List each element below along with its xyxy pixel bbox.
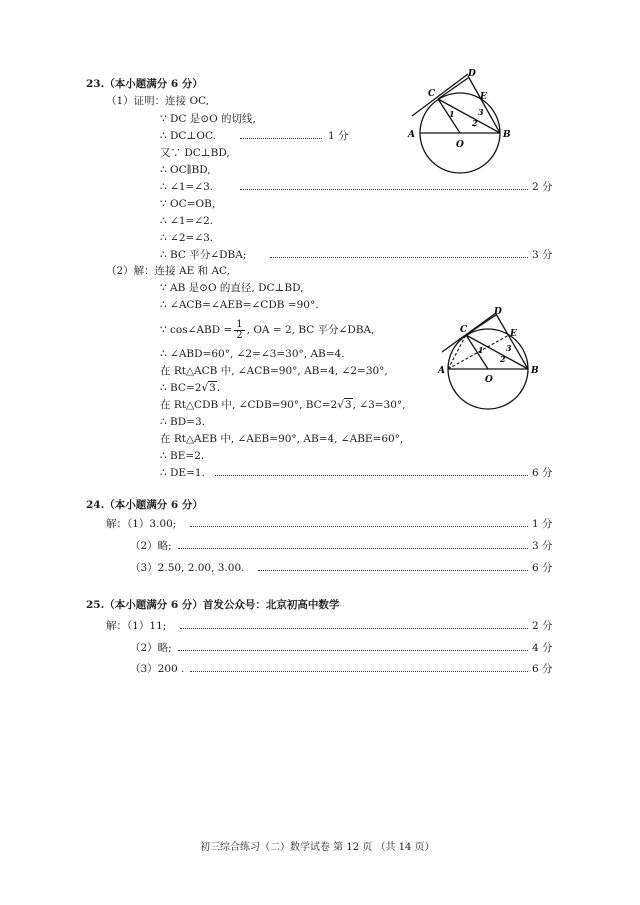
figure-label: C xyxy=(428,89,436,99)
figure-label: 1 xyxy=(449,109,455,119)
q24-heading: 24.（本小题满分 6 分） xyxy=(86,499,203,511)
q23-p1-line: 又∵ DC⊥BD, xyxy=(160,147,230,159)
bc-value-end: . xyxy=(216,382,221,394)
score-label: 1 分 xyxy=(532,518,553,530)
figure-label: B xyxy=(531,366,539,376)
leader-dots xyxy=(190,671,528,672)
radicand: 3 xyxy=(344,399,352,411)
figure-label: E xyxy=(510,329,517,339)
figure-label: O xyxy=(456,140,464,150)
geometry-figure-1 xyxy=(402,66,542,181)
score-label: 4 分 xyxy=(532,642,553,654)
q23-p1-line: ∵ DC 是⊙O 的切线, xyxy=(160,113,256,125)
bc-value-text: ∴ BC=2 xyxy=(160,382,202,394)
score-label: 2 分 xyxy=(532,181,553,193)
tangent-line xyxy=(412,74,468,116)
figure-label: B xyxy=(503,130,511,140)
q23-p2-line xyxy=(160,398,406,412)
leader-dots xyxy=(190,526,528,527)
segment-oc xyxy=(466,335,488,369)
q23-p1-line: （1）证明：连接 OC, xyxy=(106,95,210,107)
q23-p1-line: ∴ ∠1=∠3. xyxy=(160,181,214,193)
figure-label: 3 xyxy=(506,343,512,353)
leader-dots xyxy=(270,257,528,258)
cos-condition-rest: , OA = 2, BC 平分∠DBA, xyxy=(246,324,375,336)
score-label: 3 分 xyxy=(532,540,553,552)
q23-p2-line: ∴ BD=3. xyxy=(160,416,205,428)
leader-dots xyxy=(240,189,528,190)
figure-label: E xyxy=(480,92,487,102)
figure-label: O xyxy=(485,375,493,385)
figure-label: 2 xyxy=(472,118,478,128)
q25-heading: 25.（本小题满分 6 分）首发公众号：北京初高中数学 xyxy=(86,599,340,611)
leader-dots xyxy=(258,570,528,571)
sqrt-expression: √ 3 xyxy=(201,382,216,394)
q25-answer-row: （2）略; xyxy=(130,642,172,654)
q23-p1-line: ∴ BC 平分∠DBA; xyxy=(160,249,247,261)
q24-answer-row: （2）略; xyxy=(130,540,172,552)
leader-dots xyxy=(178,548,528,549)
q25-answer-row: 解：（1）11; xyxy=(106,620,167,632)
page-footer: 初三综合练习（二）数学试卷 第 12 页 （共 14 页） xyxy=(200,842,435,853)
score-label: 1 分 xyxy=(328,130,349,142)
q23-p1-line: ∴ OC∥BD, xyxy=(160,164,211,176)
fraction-one-half xyxy=(234,320,244,341)
q23-p2-line: 在 Rt△ACB 中, ∠ACB=90°, AB=4, ∠2=30°, xyxy=(160,365,388,377)
score-label: 6 分 xyxy=(532,562,553,574)
score-label: 2 分 xyxy=(532,620,553,632)
figure-label: A xyxy=(408,130,415,140)
q23-p1-line: ∴ ∠2=∠3. xyxy=(160,232,214,244)
figure-label: 2 xyxy=(500,354,506,364)
radicand: 3 xyxy=(209,382,216,394)
cos-condition: ∵ cos∠ABD = xyxy=(160,324,233,336)
q23-p2-line: ∴ ∠ACB=∠AEB=∠CDB =90°. xyxy=(160,299,319,311)
q23-p1-line: ∴ ∠1=∠2. xyxy=(160,215,214,227)
segment-cd xyxy=(466,315,496,335)
figure-label: 1 xyxy=(478,345,484,355)
fraction-numerator: 1 xyxy=(236,318,243,330)
q23-p2-line: 在 Rt△AEB 中, ∠AEB=90°, AB=4, ∠ABE=60°, xyxy=(160,433,404,445)
leader-dots xyxy=(178,650,528,651)
q24-answer-row: 解：（1）3.00; xyxy=(106,518,177,530)
rt-cdb-text: 在 Rt△CDB 中, ∠CDB=90°, BC=2 xyxy=(160,399,338,411)
figure-label: A xyxy=(438,366,445,376)
q23-p2-line: ∵ AB 是⊙O 的直径, DC⊥BD, xyxy=(160,282,304,294)
q23-heading: 23.（本小题满分 6 分） xyxy=(86,78,203,90)
q23-p1-line: ∵ OC=OB, xyxy=(160,198,216,210)
q23-p2-line: ∴ DE=1. xyxy=(160,467,205,479)
q25-answer-row: （3）200 . xyxy=(130,663,185,675)
score-label: 6 分 xyxy=(532,663,553,675)
q23-p2-line: ∴ ∠ABD=60°, ∠2=∠3=30°, AB=4. xyxy=(160,348,345,360)
leader-dots xyxy=(180,628,528,629)
q24-answer-row: （3）2.50, 2.00, 3.00. xyxy=(130,562,245,574)
figure-label: D xyxy=(494,307,502,317)
geometry-figure-2 xyxy=(430,305,570,420)
rt-cdb-end: , ∠3=30°, xyxy=(352,399,406,411)
score-label: 3 分 xyxy=(532,249,553,261)
q23-p1-line: ∴ DC⊥OC. xyxy=(160,130,216,142)
figure-label: C xyxy=(460,325,468,335)
q23-p2-line-fraction xyxy=(160,318,374,342)
figure-label: D xyxy=(468,69,476,79)
leader-dots xyxy=(215,475,528,476)
leader-dots xyxy=(240,138,322,139)
score-label: 6 分 xyxy=(532,467,553,479)
segment-cd xyxy=(438,78,468,99)
sqrt-expression: √ 3 xyxy=(337,399,352,411)
fraction-denominator: 2 xyxy=(236,329,243,341)
q23-p2-line: ∴ BE=2. xyxy=(160,450,205,462)
q23-p2-line: （2）解：连接 AE 和 AC, xyxy=(106,265,231,277)
figure-label: 3 xyxy=(478,107,484,117)
q23-p2-line xyxy=(160,381,220,395)
